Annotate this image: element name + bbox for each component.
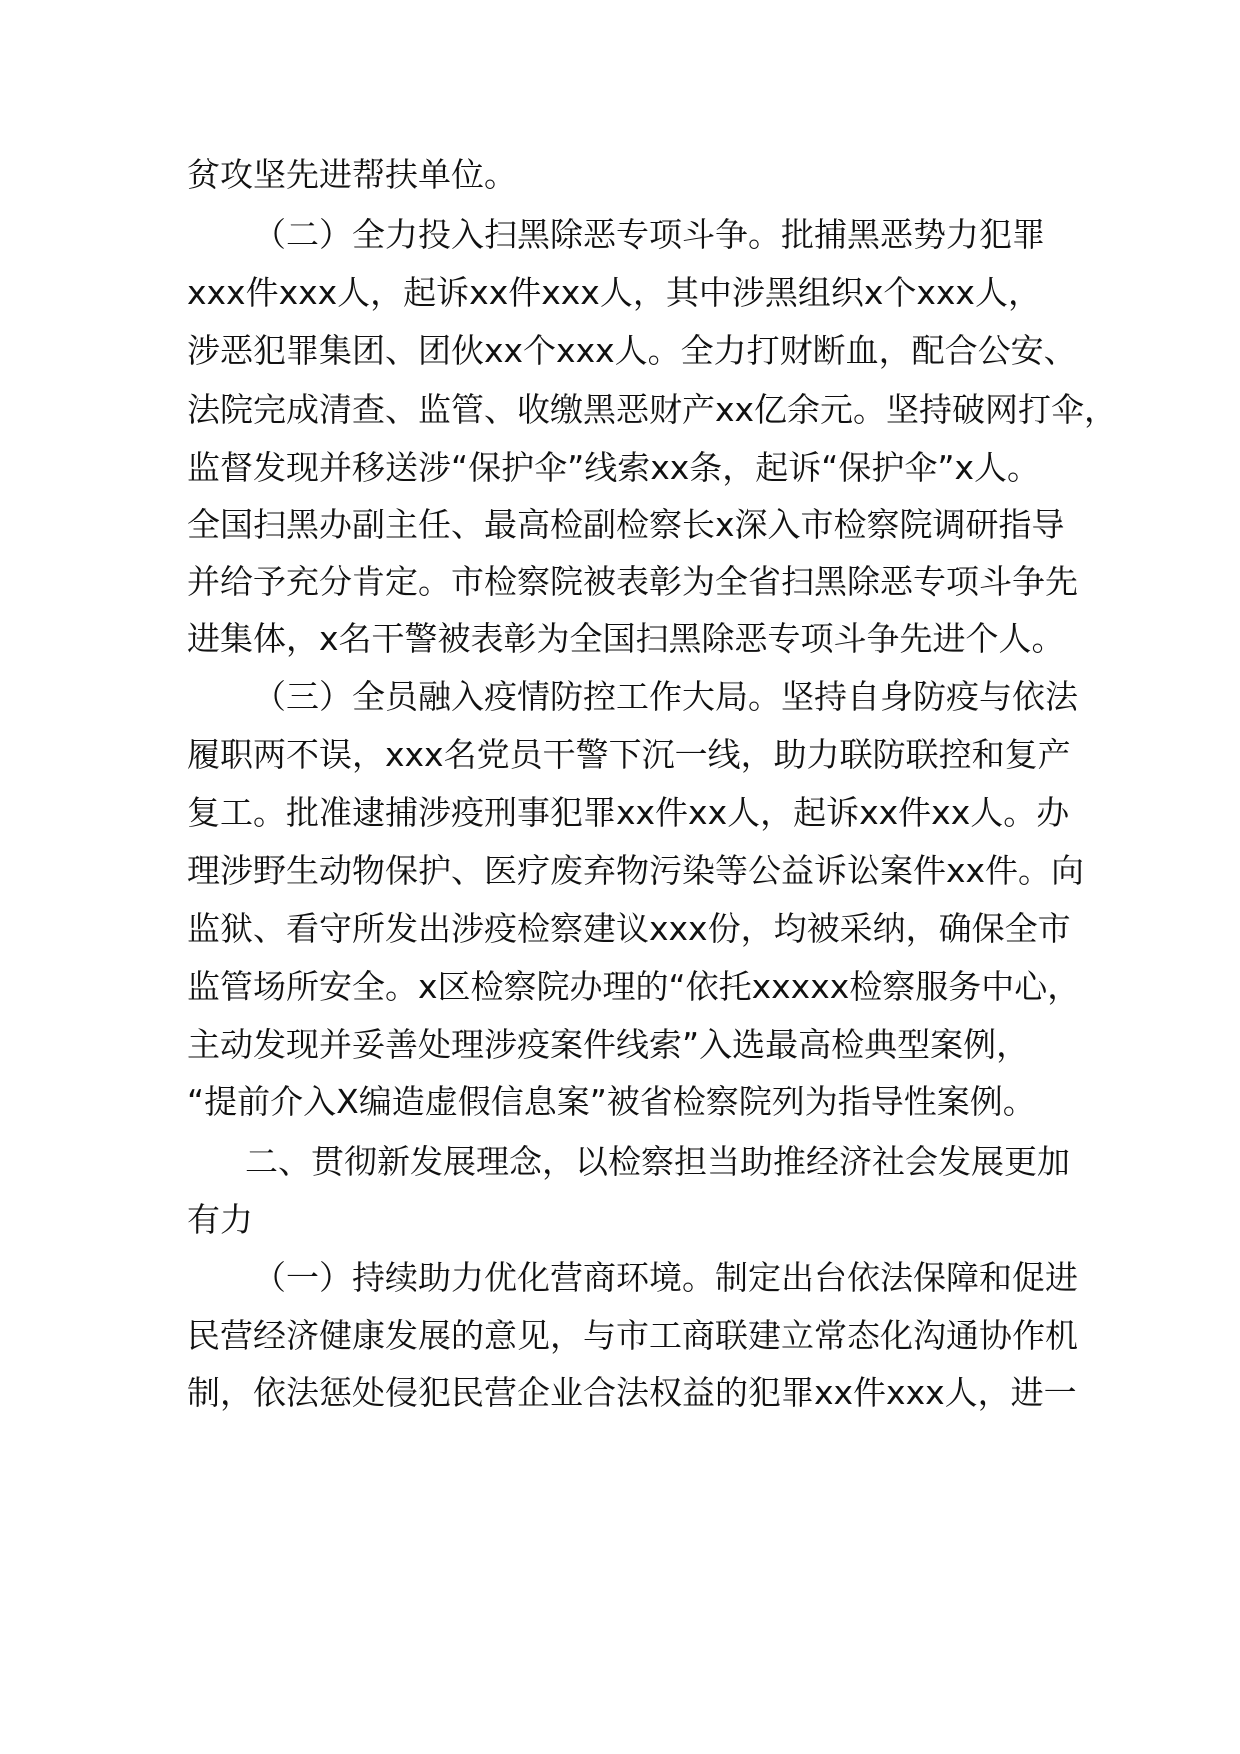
text-line: 进集体，x名干警被表彰为全国扫黑除恶专项斗争先进个人。	[187, 619, 1065, 658]
text-line: 涉恶犯罪集团、团伙xx个xxx人。全力打财断血，配合公安、	[187, 331, 1077, 370]
text-line: 复工。批准逮捕涉疫刑事犯罪xx件xx人，起诉xx件xx人。办	[187, 793, 1070, 832]
text-line: 理涉野生动物保护、医疗废弃物污染等公益诉讼案件xx件。向	[187, 851, 1085, 890]
text-line: 主动发现并妥善处理涉疫案件线索”入选最高检典型案例，	[187, 1025, 1030, 1064]
text-line: 监督发现并移送涉“保护伞”线索xx条，起诉“保护伞”x人。	[187, 448, 1040, 487]
text-line: 监狱、看守所发出涉疫检察建议xxx份，均被采纳，确保全市	[187, 909, 1071, 948]
text-line: 并给予充分肯定。市检察院被表彰为全省扫黑除恶专项斗争先	[187, 562, 1078, 601]
section-heading-continued: 有力	[187, 1200, 253, 1239]
text-line: 法院完成清查、监管、收缴黑恶财产xx亿余元。坚持破网打伞，	[187, 390, 1118, 429]
section-heading: 二、贯彻新发展理念，以检察担当助推经济社会发展更加	[245, 1142, 1070, 1181]
text-line: “提前介入X编造虚假信息案”被省检察院列为指导性案例。	[187, 1082, 1036, 1121]
text-line: （二）全力投入扫黑除恶专项斗争。批捕黑恶势力犯罪	[253, 215, 1045, 254]
text-line: 制，依法惩处侵犯民营企业合法权益的犯罪xx件xxx人，进一	[187, 1373, 1077, 1412]
text-line: 全国扫黑办副主任、最高检副检察长x深入市检察院调研指导	[187, 505, 1065, 544]
text-line: 监管场所安全。x区检察院办理的“依托xxxxx检察服务中心，	[187, 967, 1081, 1006]
text-line: 民营经济健康发展的意见，与市工商联建立常态化沟通协作机	[187, 1316, 1078, 1355]
text-line: （三）全员融入疫情防控工作大局。坚持自身防疫与依法	[253, 677, 1078, 716]
text-line: xxx件xxx人，起诉xx件xxx人，其中涉黑组织x个xxx人，	[187, 273, 1041, 312]
text-line: 履职两不误，xxx名党员干警下沉一线，助力联防联控和复产	[187, 735, 1071, 774]
text-line: 贫攻坚先进帮扶单位。	[187, 155, 517, 194]
text-line: （一）持续助力优化营商环境。制定出台依法保障和促进	[253, 1258, 1078, 1297]
